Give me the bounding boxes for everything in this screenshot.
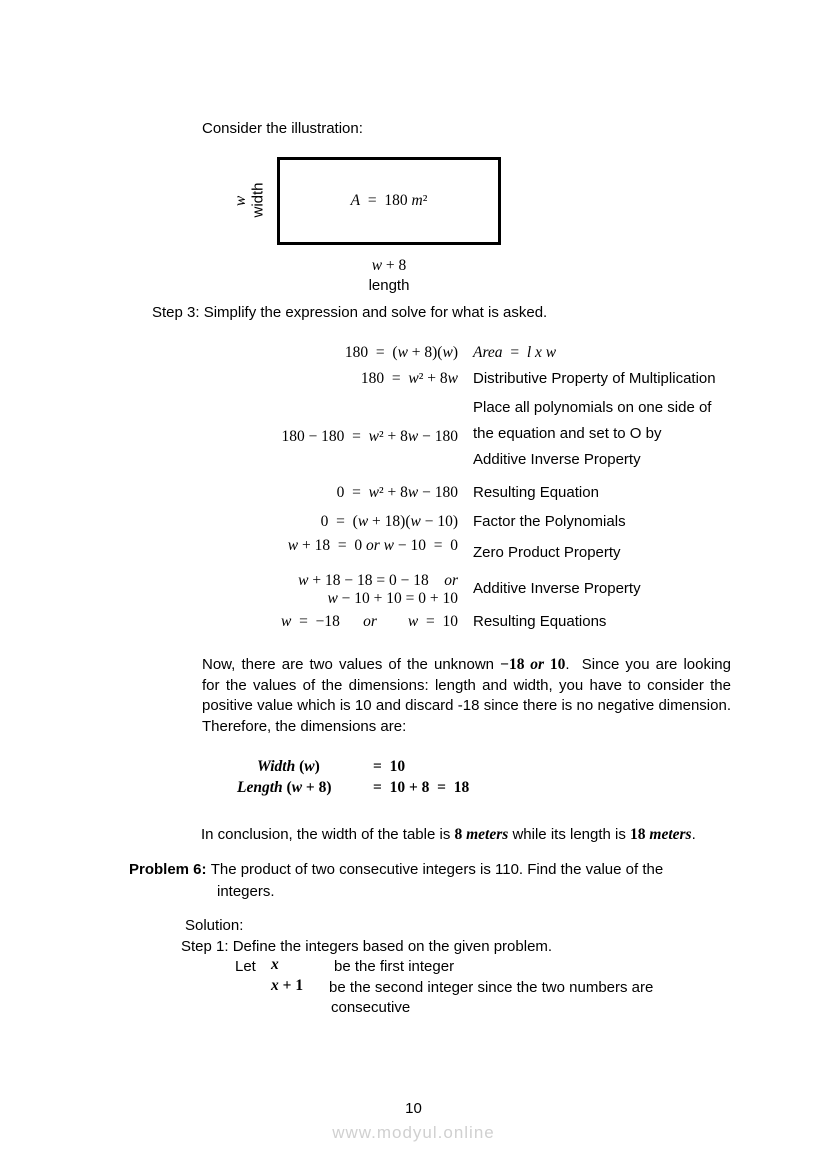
equation-reason: Distributive Property of Multiplication — [473, 370, 716, 387]
problem6-line1: Problem 6: The product of two consecutive integers is 110. Find the value of the — [129, 861, 664, 878]
length-result-label: Length (w + 8) — [237, 779, 332, 796]
variable-x-description: be the first integer — [334, 958, 455, 975]
paragraph-line: Now, there are two values of the unknown −18 or 10. Since you are looking — [202, 656, 731, 673]
paragraph-line: Therefore, the dimensions are: — [202, 717, 407, 735]
length-result-value: = 10 + 8 = 18 — [373, 779, 470, 796]
equation-reason: Resulting Equation — [473, 484, 599, 501]
rectangle-figure — [277, 157, 501, 245]
equation-line: w + 18 − 18 = 0 − 18 or — [298, 572, 458, 589]
page-number: 10 — [405, 1100, 422, 1117]
equation-reason: Factor the Polynomials — [473, 513, 626, 530]
equation-line: 180 = w² + 8w — [360, 370, 458, 387]
step3-line: Step 3: Simplify the expression and solve for what is asked. — [152, 304, 548, 321]
equation-reason: Additive Inverse Property — [473, 451, 641, 468]
area-label: A = 180 m² — [350, 192, 428, 209]
equation-line: 180 − 180 = w² + 8w − 180 — [281, 428, 458, 445]
watermark: www.modyul.online — [332, 1123, 495, 1142]
consider-line: Consider the illustration: — [202, 120, 363, 137]
variable-x-plus-1-description-cont: consecutive — [331, 999, 411, 1016]
step1-line: Step 1: Define the integers based on the given problem. — [181, 938, 553, 955]
width-result-label: Width (w) — [257, 758, 320, 775]
equation-reason: the equation and set to O by — [473, 425, 662, 442]
variable-x: x — [271, 956, 279, 973]
solution-label: Solution: — [185, 917, 244, 934]
paragraph-line: positive value which is 10 and discard -18 since there is no negative dimension. — [202, 697, 731, 715]
equation-line: 0 = w² + 8w − 180 — [336, 484, 458, 501]
let-word: Let — [235, 958, 256, 975]
variable-x-plus-1-description: be the second integer since the two numbers are — [329, 979, 654, 996]
equation-reason: Area = l x w — [473, 344, 557, 361]
problem6-line2: integers. — [217, 883, 275, 900]
equation-reason: Place all polynomials on one side of — [473, 399, 712, 416]
width-variable-label: w — [232, 195, 249, 207]
equation-line: w = −18 or w = 10 — [281, 613, 458, 630]
equation-reason: Zero Product Property — [473, 544, 621, 561]
variable-x-plus-1: x + 1 — [271, 977, 304, 994]
equation-line: w + 18 = 0 or w − 10 = 0 — [287, 537, 458, 554]
length-word-label: length — [368, 277, 410, 294]
width-result-value: = 10 — [373, 758, 406, 775]
discussion-paragraph — [202, 655, 731, 737]
length-expression-label: w + 8 — [371, 257, 407, 274]
equation-reason: Resulting Equations — [473, 613, 607, 630]
equation-line: 180 = (w + 8)(w) — [344, 344, 458, 361]
paragraph-line: for the values of the dimensions: length and width, you have to consider the — [202, 676, 731, 694]
width-word-label: width — [249, 182, 267, 218]
equation-line: 0 = (w + 18)(w − 10) — [320, 513, 458, 530]
equation-line: w − 10 + 10 = 0 + 10 — [327, 590, 458, 607]
equation-reason: Additive Inverse Property — [473, 580, 641, 597]
conclusion-line: In conclusion, the width of the table is 8 meters while its length is 18 meters. — [201, 826, 696, 843]
